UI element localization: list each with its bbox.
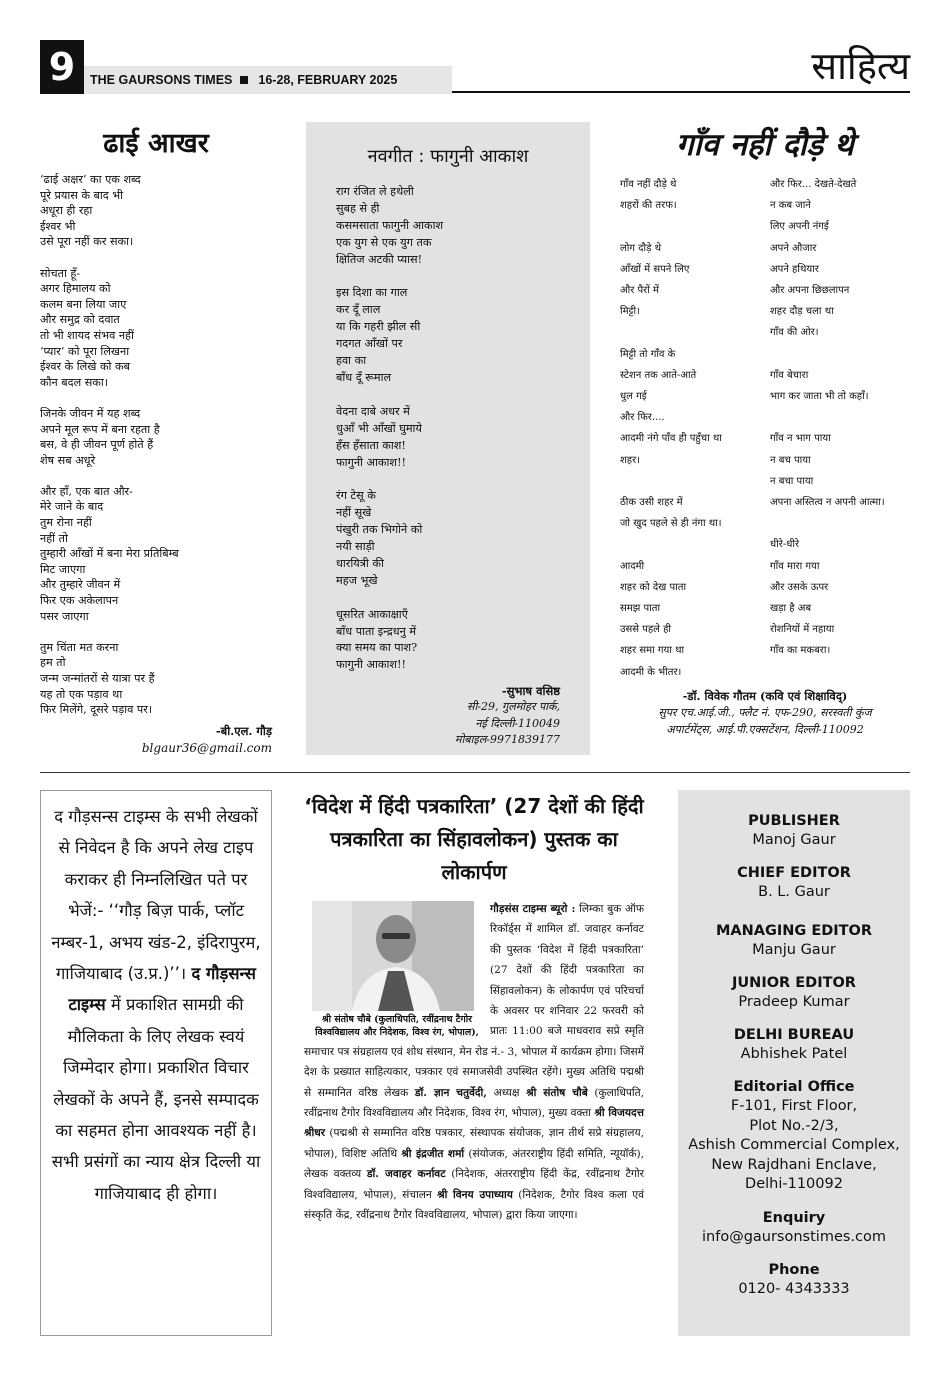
poem-gaon-nahin-daude xyxy=(620,120,910,738)
header-rule xyxy=(452,91,910,93)
page-number: 9 xyxy=(40,40,84,94)
poem-text-right: और फिर... देखते-देखते न कब जाने लिए अपनी नंगई अपने औजार अपने हथियार और अपना छिछलापन शहर दौड़ चला था गाँव की ओर। गाँव बेचारा भाग कर जाता भी तो कहाँ। गाँव न भाग पाया न बच पाया न बचा पाया अपना अस्तित्व न अपनी आत्मा। धीरे-धीरे गाँव मारा गया और उसके ऊपर खड़ा है अब रोशनियों में नहाया गाँव का मकबरा। xyxy=(770,179,885,657)
enquiry-email: info@gaursonstimes.com xyxy=(702,1228,886,1245)
chief-editor-name: B. L. Gaur xyxy=(758,884,830,900)
enquiry-label: Enquiry xyxy=(762,1209,826,1226)
news-person: डॉ. जवाहर कर्नावट xyxy=(366,1168,446,1181)
masthead-bar xyxy=(84,66,452,94)
office-line: Delhi-110092 xyxy=(745,1176,843,1193)
poem-dhai-aakhar xyxy=(40,120,272,755)
news-text: (निदेशक, अंतरराष्ट्रीय हिंदी केंद्र, रवींद्रनाथ टैगोर विश्वविद्यालय, भोपाल), संचालन xyxy=(304,1168,644,1201)
person-photo-icon xyxy=(312,901,474,1011)
news-photo xyxy=(312,901,474,1011)
publisher-name: Manoj Gaur xyxy=(752,832,836,848)
news-article xyxy=(304,790,644,1336)
author-address: सी-29, गुलमोहर पार्क, नई दिल्ली-110049 मोबाइल-9971839177 xyxy=(454,700,560,747)
phone-number: 0120- 4343333 xyxy=(738,1280,850,1297)
poem-title: गाँव नहीं दौड़े थे xyxy=(676,127,854,163)
author-email: blgaur36@gmail.com xyxy=(141,740,272,755)
news-person: श्री संतोष चौबे xyxy=(526,1086,588,1099)
poem-fagunI-aakash xyxy=(306,122,590,755)
square-bullet-icon xyxy=(240,76,248,84)
news-body xyxy=(304,899,644,1226)
poem-title: ढाई आखर xyxy=(103,128,209,159)
delhi-bureau-name: Abhishek Patel xyxy=(740,1046,848,1062)
news-person: श्री इंद्रजीत शर्मा xyxy=(401,1147,465,1160)
photo-caption: श्री संतोष चौबे (कुलाधिपति, रवींद्रनाथ टैगोर विश्वविद्यालय और निदेशक, विश्व रंग, भोपाल), xyxy=(315,1014,479,1038)
office-line: New Rajdhani Enclave, xyxy=(711,1156,877,1173)
office-line: Plot No.-2/3, xyxy=(749,1117,839,1134)
page-header xyxy=(40,40,910,94)
office-line: F-101, First Floor, xyxy=(730,1098,858,1114)
poem-columns xyxy=(620,174,910,683)
notice-intro: द गौड़सन्स टाइम्स के सभी लेखकों से निवेदन है कि अपने लेख टाइप कराकर ही निम्नलिखित पते पर भेजें:- ‘‘गौड़ बिज़ पार्क, प्लॉट नम्बर-1, अभय खंड-2, इंदिरापुरम, गाजियाबाद (उ.प्र.)’’। xyxy=(51,807,261,984)
poem-author: -डॉ. विवेक गौतम (कवि एवं शिक्षाविद्) xyxy=(682,688,848,703)
junior-editor-label: JUNIOR EDITOR xyxy=(732,975,856,991)
notice-box xyxy=(40,790,272,1336)
news-text: (पद्मश्री से सम्मानित वरिष्ठ पत्रकार, संस्थापक संयोजक, ज्ञान तीर्थ सप्रे संग्रहालय, भोपाल), विशिष्ट अतिथि xyxy=(304,1127,644,1160)
phone-label: Phone xyxy=(768,1261,820,1278)
news-text: (कुलाधिपति, रवींद्रनाथ टैगोर विश्वविद्यालय और निदेशक, विश्व रंग, भोपाल), मुख्य वक्ता xyxy=(304,1086,645,1120)
managing-editor-name: Manju Gaur xyxy=(752,942,836,958)
section-divider xyxy=(40,772,910,773)
news-headline: ‘विदेश में हिंदी पत्रकारिता’ (27 देशों की हिंदी पत्रकारिता का सिंहावलोकन) पुस्तक का लोकार्पण xyxy=(304,794,644,884)
publisher-label: PUBLISHER xyxy=(748,813,840,829)
poem-author: -सुभाष वसिष्ठ xyxy=(501,684,560,699)
poem-title: नवगीत : फागुनी आकाश xyxy=(367,146,529,167)
poem-author: -बी.एल. गौड़ xyxy=(215,723,272,738)
news-text: (निदेशक, टैगोर विश्व कला एवं संस्कृति केंद्र, रवींद्रनाथ टैगोर विश्वविद्यालय, भोपाल) द्वारा किया जाएगा। xyxy=(304,1188,644,1222)
author-address: सुपर एच.आई.जी., फ्लैट नं. एफ-290, सरस्वती कुंज अपार्टमेंट्स, आई.पी.एक्सटेंशन, दिल्ली-110092 xyxy=(658,705,872,736)
news-photo-block xyxy=(312,901,482,1039)
delhi-bureau-label: DELHI BUREAU xyxy=(733,1027,855,1043)
managing-editor-label: MANAGING EDITOR xyxy=(715,923,873,939)
news-bureau: गौड़संस टाइम्स ब्यूरो : xyxy=(490,903,576,915)
staff-box xyxy=(678,790,910,1336)
news-person: डॉ. ज्ञान चतुर्वेदी, xyxy=(414,1086,487,1099)
office-line: Ashish Commercial Complex, xyxy=(688,1137,900,1154)
poem-text: राग रंजित ले हथेली सुबह से ही कसमसाता फागुनी आकाश एक युग से एक युग तक क्षितिज अटकी प्यास! इस दिशा का गाल कर दूँ लाल या कि गहरी झील सी गदगत आँखों पर हवा का बाँध दूँ रूमाल वेदना दाबे अधर में धुआँ भी आँखों घुमाये हँस हँसाता काश! फागुनी आकाश!! रंग टेसू के नहीं सूखे पंखुरी तक भिगोने को नयी साड़ी धारयित्री की महज भूखे धूसरित आकाक्षाएँ बाँध पाता इन्द्रधनु में क्या समय का पाश? फागुनी आकाश!! xyxy=(336,185,444,672)
news-text: (संयोजक, अंतरराष्ट्रीय हिंदी समिति, न्यूयॉर्क), लेखक वक्तव्य xyxy=(304,1147,645,1181)
poem-text-left: गाँव नहीं दौड़े थे शहरों की तरफ। लोग दौड़े थे आँखों में सपने लिए और पैरों में मिट्टी। मिट्टी तो गाँव के स्टेशन तक आते-आते धुल गई और फिर.... आदमी नंगे पाँव ही पहुँचा था शहर। ठीक उसी शहर में जो खुद पहले से ही नंगा था। आदमी शहर को देख पाता समझ पाता उससे पहले ही शहर समा गया था आदमी के भीतर। xyxy=(620,179,722,678)
office-label: Editorial Office xyxy=(733,1079,855,1095)
news-person: श्री विजयदत्त श्रीधर xyxy=(304,1107,644,1140)
section-title: साहित्य xyxy=(811,44,910,88)
newspaper-name: THE GAURSONS TIMES xyxy=(90,73,233,87)
chief-editor-label: CHIEF EDITOR xyxy=(737,865,851,881)
news-person: श्री विनय उपाध्याय xyxy=(437,1188,513,1201)
notice-rest: में प्रकाशित सामग्री की मौलिकता के लिए लेखक स्वयं जिम्मेदार होगा। प्रकाशित विचार लेखकों के अपने हैं, इनसे सम्पादक का सहमत होना आवश्यक नहीं है। सभी प्रसंगों का न्याय क्षेत्र दिल्ली या गाजियाबाद ही होगा। xyxy=(51,995,261,1203)
junior-editor-name: Pradeep Kumar xyxy=(738,994,850,1010)
poem-text: ‘ढाई अक्षर’ का एक शब्द पूरे प्रयास के बाद भी अधूरा ही रहा ईश्वर भी उसे पूरा नहीं कर सका। सोचता हूँ- अगर हिमालय को कलम बना लिया जाए और समुद्र को दवात तो भी शायद संभव नहीं ‘प्यार’ को पूरा लिखना ईश्वर के लिखे को कब कौन बदल सका। जिनके जीवन में यह शब्द अपने मूल रूप में बना रहता है बस, वे ही जीवन पूर्ण होते हैं शेष सब अधूरे और हाँ, एक बात और- मेरे जाने के बाद तुम रोना नहीं नहीं तो तुम्हारी आँखों में बना मेरा प्रतिबिम्ब मिट जाएगा और तुम्हारे जीवन में फिर एक अकेलापन पसर जाएगा तुम चिंता मत करना हम तो जन्म जन्मांतरों से यात्रा पर हैं यह तो एक पड़ाव था फिर मिलेंगे, दूसरे पड़ाव पर। xyxy=(40,173,179,717)
notice-text xyxy=(49,801,263,1209)
news-text: अध्यक्ष xyxy=(493,1086,520,1099)
issue-dates: 16-28, FEBRUARY 2025 xyxy=(258,73,398,87)
notice-paper-name: द गौड़सन्स टाइम्स xyxy=(68,964,256,1015)
news-text: लिम्का बुक ऑफ रिकॉर्ड्स में शामिल डॉ. जवाहर कर्नावट की पुस्तक ‘विदेश में हिंदी पत्रकारिता’ (27 देशों की हिंदी पत्रकारिता का सिंहावलोकन) के लोकार्पण एवं परिचर्चा के अवसर पर शनिवार 22 फरवरी को प्रातः 11:00 बजे माधवराव सप्रे स्मृति समाचार पत्र संग्रहालय एवं शोध संस्थान, मेन रोड नं.- 3, भोपाल में कार्यक्रम होगा। जिसमें देश के प्रख्यात साहित्यकार, पत्रकार एवं समाजसेवी उपस्थित रहेंगे। मुख्य अतिथि पद्मश्री से सम्मानित वरिष्ठ लेखक xyxy=(304,903,644,1099)
